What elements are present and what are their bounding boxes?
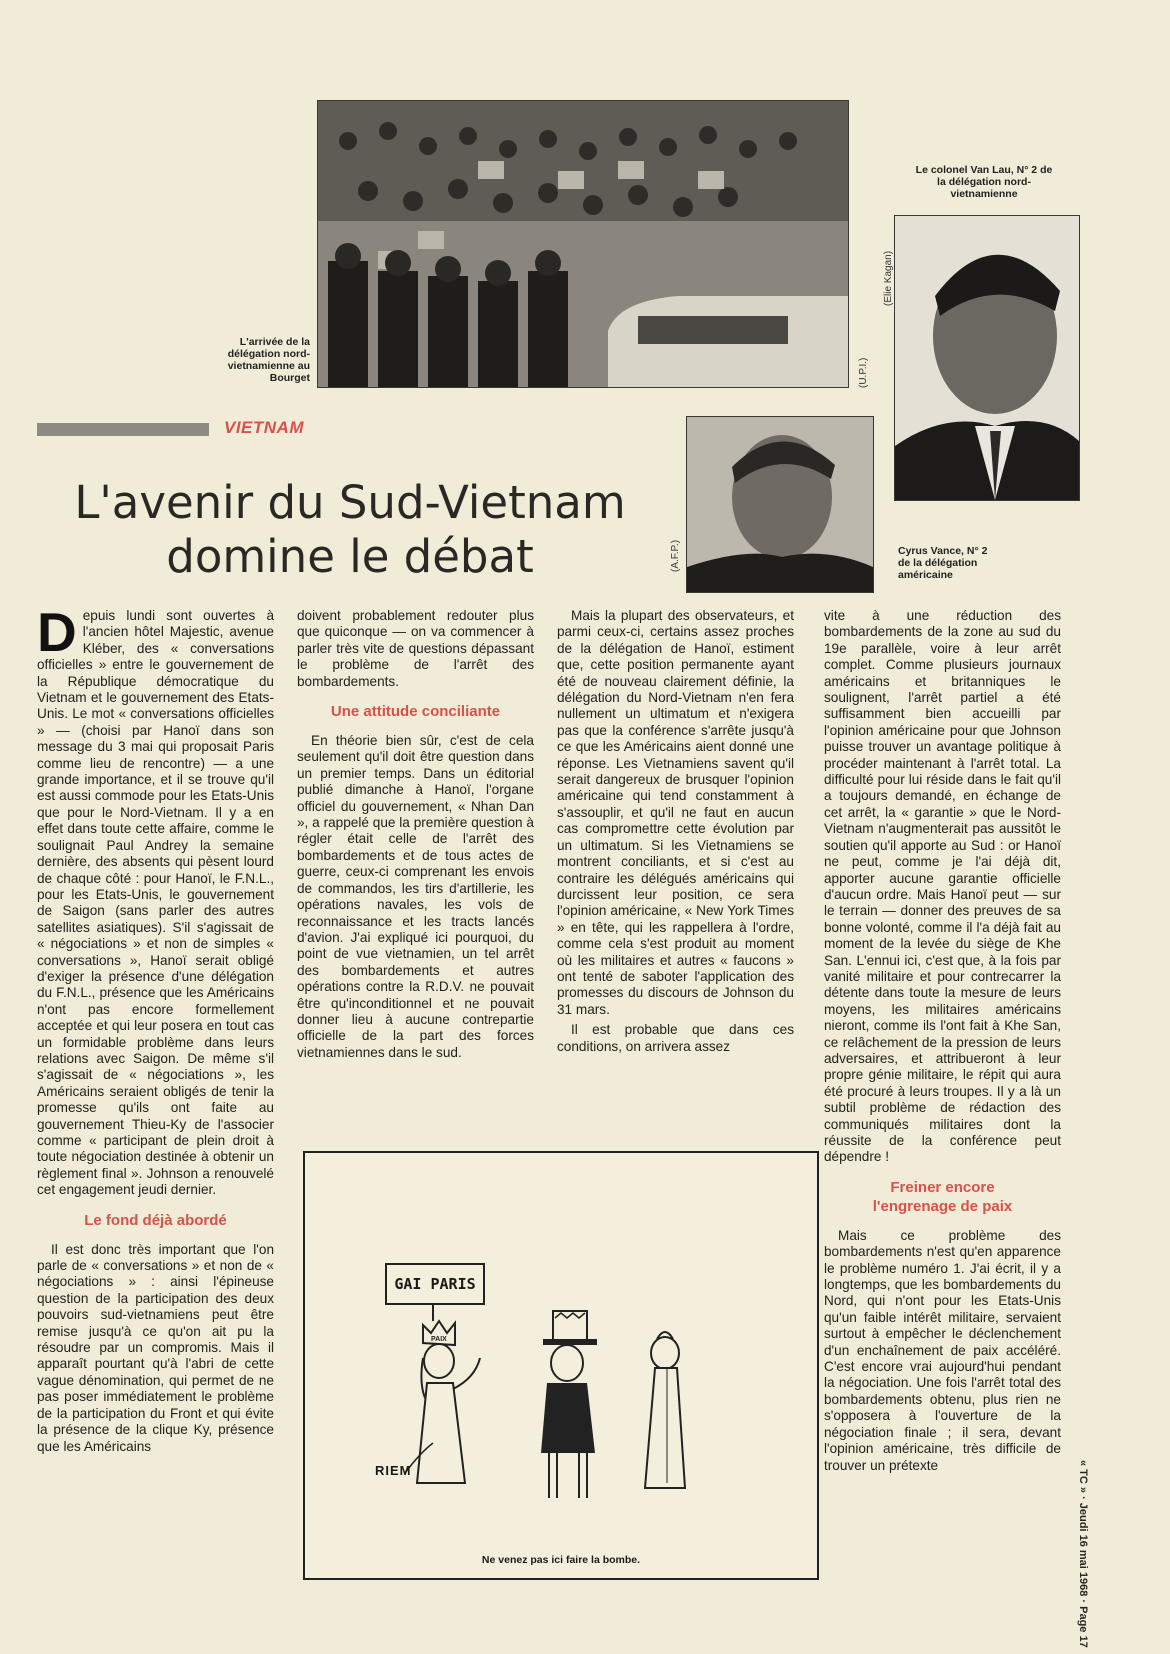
column-3-paragraph-1: Mais la plupart des observateurs, et parmi ceux-ci, certains assez proches de la délégation de Hanoï, estiment que, cette position permanente ayant été de nouveau clairement définie, la délégation du Nord-Vietnam n'en fera nullement un ultimatum et n'exigera pas que la conférence s'arrête jusqu'à ce que les Américains aient donné une réponse. Les Vietnamiens savent qu'il serait dangereux de brusquer l'opinion américaine qui tend constamment à s'assouplir, et qu'il ne faut en aucun cas compromettre cette évolution par un ultimatum. Si les Vietnamiens se montrent conciliants, et si c'est au contraire les délégués américains qui durcissent leur position, ce sera l'opinion américaine, « New York Times » en tête, qui les rappellera à l'ordre, comme cela s'est produit au moment où les militaires et autres « faucons » ont tenté de saboter l'application des promesses du discours de Johnson du 31 mars. <box>557 608 794 1017</box>
van-lau-photo <box>894 215 1080 501</box>
headline-line-2: domine le débat <box>166 530 534 583</box>
subhead-fond-deja-aborde: Le fond déjà abordé <box>84 1211 227 1229</box>
cyrus-vance-credit: (A.F.P.) <box>670 539 681 572</box>
cartoon-caption: Ne venez pas ici faire la bombe. <box>481 1554 641 1566</box>
cartoon-drawing <box>305 1153 817 1578</box>
cartoon-sign: GAI PARIS <box>385 1263 485 1305</box>
rubric-label: VIETNAM <box>224 418 304 437</box>
van-lau-credit: (Elie Kagan) <box>883 250 894 306</box>
column-2-paragraph-1: doivent probablement redouter plus que quiconque — on va commencer à parler très vite de questions dépassant le problème de l'arrêt des bombardements. <box>297 608 534 689</box>
column-1-paragraph-2: Il est donc très important que l'on parle de « conversations » et non de « négociations » : ainsi l'épineuse question de la participation des deux pouvoirs sud-vietnamiens peut être remise jusqu'à ce qu'on ait pu la résoudre par un compromis. Mais il apparaît pourtant qu'à l'abri de cette vague dénomination, qui permet de ne pas poser immédiatement le problème de la participation du Front et qui évite la présence de la clique Ky, présence que les Américains <box>37 1241 274 1454</box>
column-1-paragraph-1-text: epuis lundi sont ouvertes à l'ancien hôtel Majestic, avenue Kléber, des « conversations officielles » entre le gouvernement de la République démocratique du Vietnam et le gouvernement des Etats-Unis. Le mot « conversations officielles » — (choisi par Hanoï dans son message du 3 mai qui proposait Paris comme lieu de rencontre) — a une grande importance, et il se trouve qu'il est aussi commode pour les Etats-Unis que pour le Nord-Vietnam. Il y a en effet dans toute cette affaire, comme le soulignait Paul Andrey la semaine dernière, des absents qui pèsent lourd de chaque côté : pour Hanoï, le F.N.L., pour les Etats-Unis, le gouvernement de Saigon (sans parler des autres satellites asiatiques). S'il s'agissait de « négociations » et non de simples « conversations », Hanoï serait obligé d'exiger la présence d'une délégation du F.N.L., présence que les Américains n'ont pas encore formellement acceptée et qui leur posera en tout cas un formidable problème dans leurs relations avec Saigon. De même s'il s'agissait de « négociations », les Américains seraient obligés de tenir la promesse qu'ils ont faite au gouvernement Thieu-Ky de l'associer comme « participant de plein droit à toute négociation destinée à obtenir un règlement final ». Johnson a renouvelé cet engagement jeudi dernier. <box>37 608 274 1198</box>
crowd-photo <box>317 100 849 388</box>
van-lau-caption: Le colonel Van Lau, N° 2 de la délégation nord-vietnamienne <box>915 164 1053 200</box>
page-folio: « TC » · Jeudi 16 mai 1968 · Page 17 <box>1077 1460 1089 1648</box>
article-headline <box>30 476 670 584</box>
crowd-photo-caption: L'arrivée de la délégation nord-vietnamienne au Bourget <box>227 336 310 384</box>
rubric-bar <box>37 423 209 436</box>
article-column-3 <box>557 608 794 1059</box>
article-column-4 <box>824 608 1061 1478</box>
editorial-cartoon <box>303 1151 819 1580</box>
column-4-paragraph-2: Mais ce problème des bombardements n'est qu'en apparence le problème numéro 1. J'ai écrit, il y a longtemps, que les bombardements du Nord, qui n'ont pour les Etats-Unis qu'un faible intérêt militaire, servaient surtout à empêcher le déclenchement d'un enchaînement de paix accéléré. C'est encore vrai aujourd'hui pendant la négociation. Une fois l'arrêt total des bombardements obtenu, plus rien ne s'opposera à l'ouverture de la négociation finale ; il sera, devant l'opinion américaine, très difficile de trouver un prétexte <box>824 1227 1061 1473</box>
article-column-1 <box>37 601 274 1459</box>
crowd-photo-credit: (U.P.I.) <box>858 357 869 388</box>
headline-line-1: L'avenir du Sud-Vietnam <box>74 476 626 529</box>
cyrus-vance-caption: Cyrus Vance, N° 2 de la délégation américaine <box>898 545 988 581</box>
column-3-paragraph-2: Il est probable que dans ces conditions, on arrivera assez <box>557 1022 794 1054</box>
subhead-line-2: l'engrenage de paix <box>872 1197 1013 1215</box>
column-1-paragraph-1 <box>37 601 274 1199</box>
article-column-2 <box>297 608 534 1065</box>
column-4-paragraph-1: vite à une réduction des bombardements de la zone au sud du 19e parallèle, voire à leur arrêt complet. Comme plusieurs journaux américains et britanniques le soulignent, l'arrêt partiel a été suffisamment bien accueilli par l'opinion américaine pour que Johnson puisse trouver un avantage politique à procéder maintenant à l'arrêt total. La difficulté pour lui réside dans le fait qu'il a toujours demandé, en échange de cet arrêt, la « garantie » que le Nord-Vietnam n'augmenterait pas aussitôt le soutien qu'il apporte au Sud : or Hanoï ne peut, comme je l'ai déjà dit, apporter aucune garantie officielle d'aucun ordre. Mais Hanoï peut — sur le terrain — donner des preuves de sa bonne volonté, comme il l'a déjà fait au moment de la levée du siège de Khe San. L'ennui ici, c'est que, à la fois par vanité militaire et pour contrecarrer la détente dans toute la mesure de leurs moyens, les militaires américains nieront, comme ils l'ont fait à Khe San, ce relâchement de la pression de leurs adversaires, et attribueront à leur propre génie militaire, le répit qui aura été procuré à leurs troupes. Il y a là un subtil problème de rédaction des communiqués militaires dont la réussite de la conférence peut dépendre ! <box>824 608 1061 1165</box>
cartoon-signature: RIEM <box>375 1463 412 1478</box>
column-2-paragraph-2: En théorie bien sûr, c'est de cela seulement qu'il doit être question dans un premier temps. Dans un éditorial publié dimanche à Hanoï, l'organe officiel du gouvernement, « Nhan Dan », a rappelé que la première question à régler était celle de l'arrêt des bombardements et de tous actes de guerre, ceux-ci comprenant les envois de commandos, les tirs d'artillerie, les opérations navales, les vols de reconnaissance et les tracts lancés d'avion. J'ai expliqué ici pourquoi, du point de vue vietnamien, un tel arrêt des bombardements et autres opérations contre la R.D.V. ne pouvait être qu'inconditionnel et ne pouvait donner lieu à aucune contrepartie officielle de la part des forces vietnamiennes dans le sud. <box>297 733 534 1060</box>
cartoon-hat-label: PAIX <box>431 1336 447 1343</box>
subhead-freiner-encore <box>824 1178 1061 1216</box>
subhead-attitude-conciliante: Une attitude conciliante <box>330 703 501 721</box>
subhead-line-1: Freiner encore <box>890 1178 995 1196</box>
cyrus-vance-photo <box>686 416 874 593</box>
drop-cap: D <box>37 601 77 663</box>
